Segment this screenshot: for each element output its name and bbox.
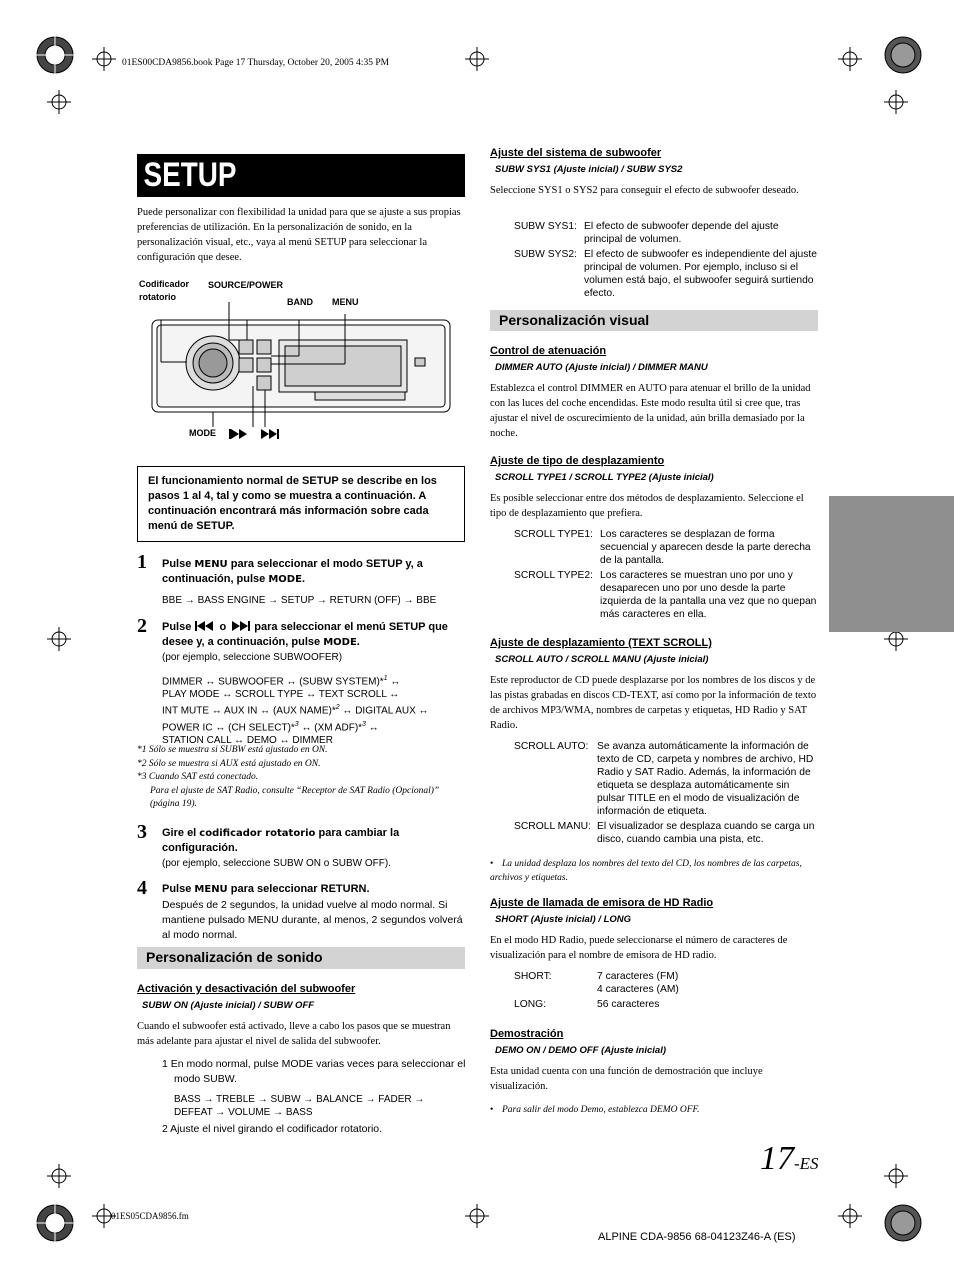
footer-model: ALPINE CDA-9856 68-04123Z46-A (ES) (598, 1231, 796, 1243)
step-text: para cambiar la configuración. (162, 827, 400, 854)
body-text: 2 Ajuste el nivel girando el (162, 1123, 287, 1135)
file-footer: 01ES05CDA9856.fm (111, 1211, 189, 1221)
key-label: codificador rotatorio (199, 828, 316, 839)
footnote-mark: 2 (335, 704, 340, 712)
step-3-number: 3 (137, 821, 147, 843)
step-text: para seleccionar el modo SETUP y, a continuación, pulse (162, 558, 423, 585)
side-tab (829, 496, 954, 632)
step-4-text (162, 882, 462, 897)
demo-body: Esta unidad cuenta con una función de demostración que incluye visualización. (490, 1066, 763, 1092)
crosshair-icon (838, 47, 862, 71)
seq-text: ↔ (365, 721, 379, 733)
option-term: SUBW SYS1: (514, 221, 577, 232)
key-label: MENU (194, 559, 228, 570)
option-term: SCROLL TYPE1: (514, 529, 593, 540)
notice-text: El funcionamiento normal de SETUP se describe en los pasos 1 al 4, tal y como se muestra a continuación. A continuación encontrará más información sobre cada menú de SETUP. (148, 475, 437, 532)
crosshair-icon (465, 47, 489, 71)
hd-heading: Ajuste de llamada de emisora de HD Radio (490, 897, 714, 909)
st-options (514, 528, 818, 621)
step-4-body (162, 898, 464, 943)
sys-body: Seleccione SYS1 o SYS2 para conseguir el efecto de subwoofer deseado. (490, 185, 799, 196)
crop-circle-icon (885, 1205, 921, 1241)
step-2-example: (por ejemplo, seleccione SUBWOOFER) (162, 652, 343, 663)
option-desc-line: 4 caracteres (AM) (597, 984, 679, 995)
crosshair-icon (465, 1204, 489, 1228)
label-band: BAND (287, 297, 313, 307)
seq-text: ↔ DIGITAL AUX ↔ (339, 705, 429, 717)
option-desc: Se avanza automáticamente la información de texto de CD, carpeta y nombres de archivo, HD Radio y SAT Radio. Además, la información de etiqueta se desplaza automáticamente sin pulsar TITLE en el modo de visualización de información de etiqueta. (597, 741, 814, 817)
st-body: Es posible seleccionar entre dos métodos de desplazamiento. Seleccione el tipo de desplazamiento que prefiera. (490, 493, 804, 519)
subw-item-1 (162, 1057, 474, 1087)
body-text: 1 En modo normal, pulse (162, 1058, 282, 1070)
step-2-text (162, 620, 462, 650)
skip-back-icon (231, 429, 239, 439)
option-desc: El efecto de subwoofer depende del ajuste principal de volumen. (584, 221, 779, 245)
crosshair-icon (92, 47, 116, 71)
page-title: SETUP (143, 156, 237, 194)
footnote-mark: *3 (137, 772, 147, 782)
label-menu: MENU (332, 297, 359, 307)
footnote-text: Sólo se muestra si SUBW está ajustado en ON. (146, 745, 328, 755)
crop-circle-icon (30, 30, 80, 80)
label-source-power: SOURCE/POWER (208, 280, 284, 290)
dim-subheading: DIMMER AUTO (Ajuste inicial) / DIMMER MANU (495, 362, 708, 373)
crosshair-icon (47, 90, 71, 114)
subw-subheading: SUBW ON (Ajuste inicial) / SUBW OFF (142, 1000, 315, 1011)
subw-body: Cuando el subwoofer está activado, lleve a cabo los pasos que se muestran más adelante para ajustar el nivel de salida del subwoofer. (137, 1021, 451, 1047)
subw-sequence: BASS → TREBLE → SUBW → BALANCE → FADER → DEFEAT → VOLUME → BASS (174, 1094, 425, 1118)
sys-options (514, 220, 818, 300)
option-term: SCROLL TYPE2: (514, 570, 593, 581)
step-1-text (162, 557, 462, 587)
footnote-mark: 3 (294, 720, 299, 728)
key-label: codificador rotatorio (286, 1123, 380, 1135)
step-text: Pulse (162, 883, 195, 895)
subw-heading: Activación y desactivación del subwoofer (137, 983, 356, 995)
car-stereo-diagram (135, 300, 465, 445)
step-4-number: 4 (137, 877, 147, 899)
key-label: MODE (323, 637, 357, 648)
file-header: 01ES00CDA9856.book Page 17 Thursday, October 20, 2005 4:35 PM (122, 58, 390, 68)
seq-text: POWER IC ↔ (CH SELECT)* (162, 721, 295, 733)
section-band-sound: Personalización de sonido (137, 947, 465, 969)
crop-circle-icon (885, 37, 921, 73)
sys-subheading: SUBW SYS1 (Ajuste inicial) / SUBW SYS2 (495, 164, 683, 175)
footnotes (137, 744, 457, 812)
seq-text: DIMMER ↔ SUBWOOFER ↔ (SUBW SYSTEM)* (162, 676, 384, 688)
note-text: La unidad desplaza los nombres del texto del CD, los nombres de las carpetas, archivos y etiquetas. (490, 859, 802, 883)
footnote-text: Para el ajuste de SAT Radio, consulte “Receptor de SAT Radio (Opcional)” (página 19). (150, 785, 440, 809)
key-label: MODE (281, 1058, 314, 1070)
demo-heading: Demostración (490, 1028, 564, 1040)
bullet: • (490, 1105, 494, 1115)
notice-box (137, 466, 465, 542)
seq-text: INT MUTE ↔ AUX IN ↔ (AUX NAME)* (162, 705, 336, 717)
step-text: Pulse (162, 558, 195, 570)
skip-forward-icon (229, 621, 251, 631)
option-desc: Los caracteres se desplazan de forma secuencial y aparecen desde la parte derecha de la pantalla. (600, 529, 811, 566)
intro-paragraph: Puede personalizar con flexibilidad la unidad para que se ajuste a sus propias preferencias de utilización. En la personalización de sonido, en la personalización visual, etc., vaya al menú SETUP para seleccionar la configuración que desee. (137, 207, 461, 263)
seq-text: PLAY MODE ↔ SCROLL TYPE ↔ TEXT SCROLL ↔ (162, 689, 400, 701)
footnote-mark: 3 (362, 720, 366, 728)
body-text: varias veces para seleccionar el modo SUBW. (174, 1058, 466, 1085)
step-text: Pulse (162, 621, 195, 633)
option-desc: El visualizador se desplaza cuando se carga un disco, cuando cambia una pista, etc. (597, 821, 815, 845)
step-text: para seleccionar RETURN. (227, 883, 370, 895)
page-number-value: 17 (760, 1140, 794, 1177)
step-1-sequence: BBE → BASS ENGINE → SETUP → RETURN (OFF) → BBE (162, 595, 437, 606)
option-term: SHORT: (514, 971, 552, 982)
crop-circle-icon (30, 1198, 80, 1248)
section-band-visual: Personalización visual (490, 310, 818, 331)
dim-heading: Control de atenuación (490, 345, 607, 357)
ts-body: Este reproductor de CD puede desplazarse por los nombres de los discos y de las pistas grabadas en discos CD-TEXT, así como por la información de texto de archivos MP3/WMA, nombres de carpetas y etiquetas, HD Radio y SAT Radio. (490, 675, 817, 731)
option-desc: 56 caracteres (597, 999, 660, 1010)
ts-subheading: SCROLL AUTO / SCROLL MANU (Ajuste inicial) (495, 654, 709, 665)
seq-text: STATION CALL ↔ DEMO ↔ DIMMER (162, 734, 333, 746)
demo-subheading: DEMO ON / DEMO OFF (Ajuste inicial) (495, 1045, 667, 1056)
page-number (760, 1140, 819, 1178)
dim-body: Establezca el control DIMMER en AUTO para atenuar el brillo de la unidad con las luces del coche encendidas. Este modo resulta útil si cree que, tras ajustar el nivel de oscurecimiento de la unidad, aún brilla demasiado por la noche. (490, 383, 811, 439)
option-desc (597, 970, 818, 996)
step-3-text (162, 826, 462, 856)
page-number-suffix: -ES (794, 1154, 819, 1173)
option-desc: Los caracteres se muestran uno por uno y desaparecen uno por uno desde la parte izquierda de la pantalla una vez que no quepan más caracteres en ella. (600, 570, 817, 620)
option-desc: El efecto de subwoofer es independiente del ajuste principal de volumen. Por ejemplo, incluso si el volumen está bajo, el subwoofer seguirá surtiendo efecto. (584, 249, 817, 299)
band-button (257, 340, 271, 354)
option-term: LONG: (514, 999, 547, 1010)
footnote-text: Sólo se muestra si AUX está ajustado en ON. (146, 758, 321, 769)
key-label: MODE (268, 574, 302, 585)
ts-options (514, 740, 818, 846)
ts-note (490, 858, 818, 885)
seek-button (257, 358, 271, 372)
step-text: Gire el (162, 827, 200, 839)
seq-text: ↔ (387, 676, 401, 688)
note-text: Para salir del modo Demo, establezca DEMO OFF. (502, 1105, 700, 1115)
step-text: . (356, 636, 360, 648)
label-encoder: Codificador rotatorio (139, 279, 190, 302)
step-text: para seleccionar el menú SETUP que desee y, a continuación, pulse (162, 621, 448, 648)
step-text: . (301, 573, 305, 585)
hd-options (514, 970, 818, 1011)
source-power-button (239, 340, 253, 354)
hd-subheading: SHORT (Ajuste inicial) / LONG (495, 914, 632, 925)
skip-forward-icon (261, 429, 269, 439)
option-term: SUBW SYS2: (514, 249, 577, 260)
step-1-number: 1 (137, 551, 147, 573)
crosshair-icon (47, 1164, 71, 1188)
st-heading: Ajuste de tipo de desplazamiento (490, 455, 665, 467)
step-3-example: (por ejemplo, seleccione SUBW ON o SUBW OFF). (162, 858, 391, 869)
crosshair-icon (838, 1204, 862, 1228)
body-text: durante, al menos, 2 segundos volverá al modo normal. (162, 914, 463, 941)
crosshair-icon (47, 627, 71, 651)
subw-item-2 (162, 1122, 462, 1137)
crosshair-icon (884, 90, 908, 114)
demo-note (490, 1103, 818, 1118)
step-2-number: 2 (137, 615, 147, 637)
key-label: MENU (247, 914, 279, 926)
footnote-text: Cuando SAT está conectado. (146, 772, 259, 782)
step-text: o (216, 621, 230, 633)
seq-text: ↔ (XM ADF)* (298, 721, 363, 733)
key-label: MENU (194, 884, 228, 895)
st-subheading: SCROLL TYPE1 / SCROLL TYPE2 (Ajuste inicial) (495, 472, 714, 483)
sys-heading: Ajuste del sistema de subwoofer (490, 147, 662, 159)
skip-back-icon (194, 621, 216, 631)
body-text: . (379, 1123, 383, 1135)
hd-body: En el modo HD Radio, puede seleccionarse el número de caracteres de visualización para el nombre de emisora de HD radio. (490, 935, 788, 961)
bullet: • (490, 859, 494, 869)
footnote-mark: *1 (137, 745, 147, 755)
footnote-mark: *2 (137, 758, 147, 769)
option-term: SCROLL AUTO: (514, 741, 589, 752)
label-mode: MODE (189, 428, 216, 438)
ts-heading: Ajuste de desplazamiento (TEXT SCROLL) (490, 637, 712, 649)
page-title-bar (137, 154, 465, 197)
option-desc-line: 7 caracteres (FM) (597, 971, 679, 982)
body-text: Después de 2 segundos, la unidad vuelve al modo normal. Si mantiene pulsado (162, 899, 448, 926)
option-term: SCROLL MANU: (514, 821, 591, 832)
footnote-mark: 1 (383, 675, 388, 682)
crosshair-icon (884, 1164, 908, 1188)
step-2-sequence (162, 672, 429, 747)
